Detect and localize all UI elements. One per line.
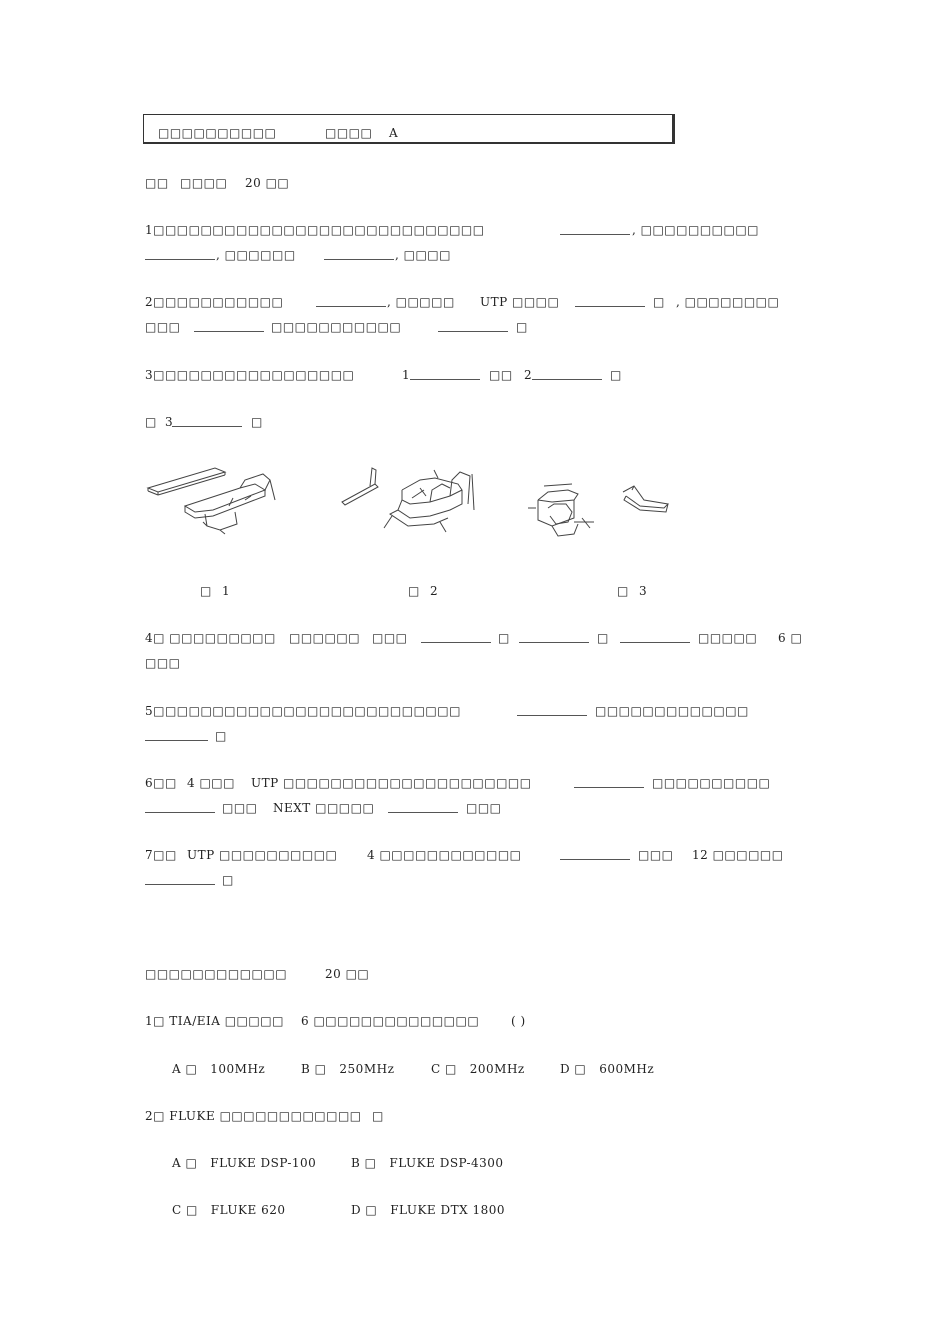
q1-blank-2[interactable] (145, 259, 215, 260)
q6-blank-2[interactable] (145, 812, 215, 813)
q5-blank-1[interactable] (517, 715, 587, 716)
q4-line1-part2: □□□□□□ (289, 631, 361, 645)
q1-blank-1[interactable] (560, 234, 630, 235)
q7-blank-2[interactable] (145, 884, 215, 885)
q4-line1-text: 4□ □□□□□□□□□ (145, 631, 276, 645)
q7-line2-end: □ (222, 873, 234, 887)
q6-line2-text: □□□ (222, 801, 258, 815)
mc1-option-d[interactable]: D □ 600MHz (560, 1062, 655, 1076)
q7-line1-part2: UTP □□□□□□□□□□ (187, 848, 338, 862)
q2-line2-end: □ (516, 320, 528, 334)
section1-label: □□□□ (180, 176, 228, 190)
section1-prefix: □□ (145, 176, 169, 190)
q6-blank-3[interactable] (388, 812, 458, 813)
q6-line2-next: NEXT □□□□□ (273, 801, 375, 815)
mc2-stem: 2□ FLUKE □□□□□□□□□□□□ (145, 1109, 362, 1123)
q7-line1-text: 7□□ (145, 848, 177, 862)
section2-points: 20 □□ (325, 967, 370, 981)
q1-line1-tail: , □□□□□□□□□□ (632, 223, 760, 237)
q4-line2: □□□ (145, 656, 181, 670)
q2-blank-1[interactable] (316, 306, 386, 307)
q5-blank-2[interactable] (145, 740, 208, 741)
q3-num-1: 1 (402, 368, 411, 382)
figure-1-caption-num: 1 (222, 584, 231, 598)
q7-blank-1[interactable] (560, 859, 630, 860)
q1-line2-text: , □□□□□□ (216, 248, 296, 262)
exam-header-left: □□□□□□□□□□ (158, 126, 277, 140)
paper-code: A (389, 126, 399, 140)
mc1-stem: 1□ TIA/EIA □□□□□ (145, 1014, 284, 1028)
mc1-option-a[interactable]: A □ 100MHz (172, 1062, 266, 1076)
q1-line2-tail: , □□□□ (395, 248, 451, 262)
q6-line1-text: 6□□ (145, 776, 177, 790)
q4-blank-2[interactable] (519, 642, 589, 643)
mc1-option-b[interactable]: B □ 250MHz (301, 1062, 395, 1076)
mc2-option-a[interactable]: A □ FLUKE DSP-100 (172, 1156, 317, 1170)
q2-line2-text: □□□ (145, 320, 181, 334)
q2-blank-4[interactable] (438, 331, 508, 332)
q2-line1-part2: , □□□□□ (387, 295, 455, 309)
q3-line1-mid: □□ (489, 368, 513, 382)
q2-line1-text: 2□□□□□□□□□□□ (145, 295, 284, 309)
q7-line1-part4: □□□ (638, 848, 674, 862)
q5-line1-text: 5□□□□□□□□□□□□□□□□□□□□□□□□□□ (145, 704, 461, 718)
q4-blank-1[interactable] (421, 642, 491, 643)
figure-3-caption-prefix: □ (617, 584, 629, 598)
mc2-option-b[interactable]: B □ FLUKE DSP-4300 (351, 1156, 504, 1170)
q3-blank-3[interactable] (172, 426, 242, 427)
q7-line1-part3: 4 □□□□□□□□□□□□ (367, 848, 522, 862)
section2-label: □□□□□□□□□□□□ (145, 967, 288, 981)
q3-blank-1[interactable] (410, 379, 480, 380)
figure-2-caption-num: 2 (430, 584, 439, 598)
mc2-option-c[interactable]: C □ FLUKE 620 (172, 1203, 286, 1217)
section1-points: 20 □□ (245, 176, 290, 190)
mc1-stem-part2: 6 □□□□□□□□□□□□□□ (301, 1014, 480, 1028)
q1-blank-3[interactable] (324, 259, 394, 260)
q3-line1-end: □ (610, 368, 622, 382)
figure-2-tray-cross (340, 462, 490, 542)
q7-line1-end: 12 □□□□□□ (692, 848, 784, 862)
mc2-answer-paren[interactable]: □ (372, 1109, 384, 1123)
mc1-option-c[interactable]: C □ 200MHz (431, 1062, 525, 1076)
q6-blank-1[interactable] (574, 787, 644, 788)
q6-line1-part3: UTP □□□□□□□□□□□□□□□□□□□□□ (251, 776, 532, 790)
q6-line1-tail: □□□□□□□□□□ (652, 776, 771, 790)
q2-blank-3[interactable] (194, 331, 264, 332)
paper-label: □□□□ (325, 126, 373, 140)
mc1-answer-paren[interactable]: ( ) (511, 1014, 526, 1028)
q4-line1-part3: □□□ (372, 631, 408, 645)
q4-line1-end: 6 □ (778, 631, 803, 645)
q2-line1-part4: □ (653, 295, 665, 309)
figure-3-tray-elbow (528, 478, 678, 543)
q3-num-2: 2 (524, 368, 533, 382)
q2-line1-part5: , □□□□□□□□ (676, 295, 780, 309)
figure-2-caption-prefix: □ (408, 584, 420, 598)
q4-blank-3[interactable] (620, 642, 690, 643)
q2-line1-utp: UTP □□□□ (480, 295, 560, 309)
q3-blank-2[interactable] (532, 379, 602, 380)
q6-line2-end: □□□ (466, 801, 502, 815)
figure-3-caption-num: 3 (639, 584, 648, 598)
q1-line1-text: 1□□□□□□□□□□□□□□□□□□□□□□□□□□□□ (145, 223, 485, 237)
q2-blank-2[interactable] (575, 306, 645, 307)
figure-1-caption-prefix: □ (200, 584, 212, 598)
q4-line1-part4: □□□□□ (698, 631, 758, 645)
q6-line1-part2: 4 □□□ (187, 776, 235, 790)
q5-line1-tail: □□□□□□□□□□□□□ (595, 704, 749, 718)
figure-1-tray-tee (145, 460, 285, 535)
q4-sep-2: □ (597, 631, 609, 645)
q5-line2-end: □ (215, 729, 227, 743)
q4-sep-1: □ (498, 631, 510, 645)
q3-line2-end: □ (251, 415, 263, 429)
q2-line2-part2: □□□□□□□□□□□ (271, 320, 402, 334)
q3-line2-text: □ (145, 415, 157, 429)
q3-num-3: 3 (165, 415, 174, 429)
mc2-option-d[interactable]: D □ FLUKE DTX 1800 (351, 1203, 506, 1217)
q3-line1-text: 3□□□□□□□□□□□□□□□□□ (145, 368, 355, 382)
